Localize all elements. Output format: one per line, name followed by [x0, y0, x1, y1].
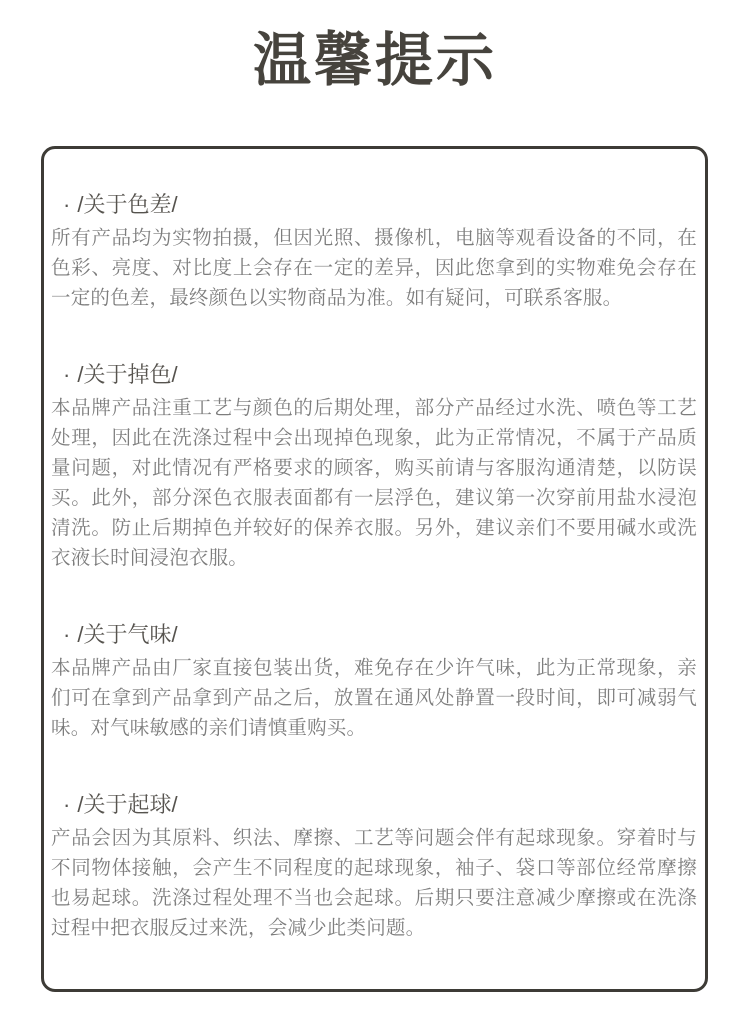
section-pilling	[51, 789, 697, 943]
section-heading-fading	[51, 359, 697, 391]
section-heading-color-difference	[51, 189, 697, 221]
section-fading	[51, 359, 697, 573]
section-odor	[51, 619, 697, 743]
section-heading-label: /关于色差/	[77, 191, 178, 217]
bullet-icon: ·	[63, 791, 71, 817]
section-body-fading: 本品牌产品注重工艺与颜色的后期处理，部分产品经过水洗、喷色等工艺处理，因此在洗涤过程中会出现掉色现象，此为正常情况，不属于产品质量问题，对此情况有严格要求的顾客，购买前请与客服沟通清楚，以防误买。此外，部分深色衣服表面都有一层浮色，建议第一次穿前用盐水浸泡清洗。防止后期掉色并较好的保养衣服。另外，建议亲们不要用碱水或洗衣液长时间浸泡衣服。	[51, 396, 697, 569]
bullet-icon: ·	[63, 191, 71, 217]
section-heading-label: /关于气味/	[77, 621, 178, 647]
section-body-color-difference: 所有产品均为实物拍摄，但因光照、摄像机，电脑等观看设备的不同，在色彩、亮度、对比度上会存在一定的差异，因此您拿到的实物难免会存在一定的色差，最终颜色以实物商品为准。如有疑问，可联系客服。	[51, 226, 697, 309]
section-heading-label: /关于起球/	[77, 791, 178, 817]
section-heading-pilling	[51, 789, 697, 821]
section-heading-odor	[51, 619, 697, 651]
section-heading-label: /关于掉色/	[77, 361, 178, 387]
page-title: 温馨提示	[252, 28, 497, 93]
bullet-icon: ·	[63, 361, 71, 387]
notice-box	[41, 146, 708, 992]
section-color-difference	[51, 189, 697, 313]
section-body-odor: 本品牌产品由厂家直接包装出货，难免存在少许气味，此为正常现象，亲们可在拿到产品拿到产品之后，放置在通风处静置一段时间，即可减弱气味。对气味敏感的亲们请慎重购买。	[51, 656, 697, 739]
bullet-icon: ·	[63, 621, 71, 647]
section-body-pilling: 产品会因为其原料、织法、摩擦、工艺等问题会伴有起球现象。穿着时与不同物体接触，会产生不同程度的起球现象，袖子、袋口等部位经常摩擦也易起球。洗涤过程处理不当也会起球。后期只要注意减少摩擦或在洗涤过程中把衣服反过来洗，会减少此类问题。	[51, 826, 697, 939]
